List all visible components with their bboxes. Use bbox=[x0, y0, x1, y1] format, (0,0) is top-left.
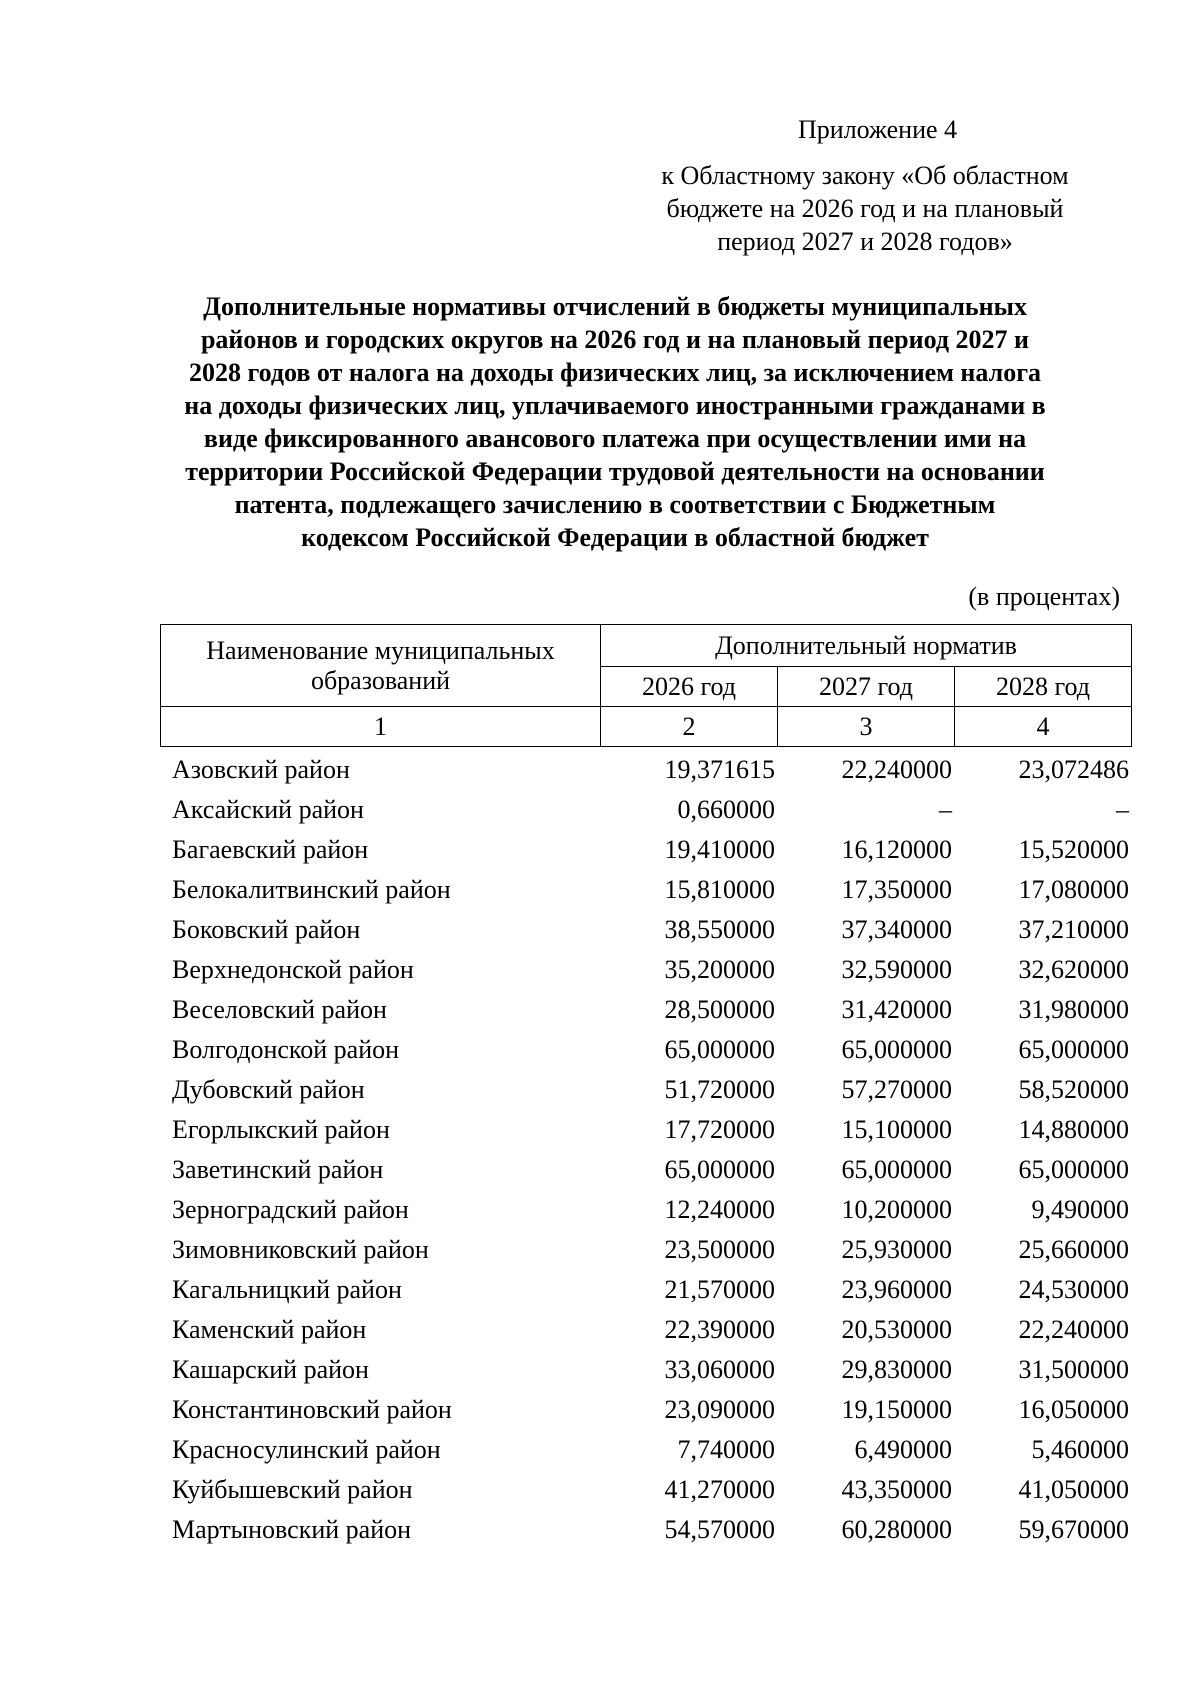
table-row bbox=[160, 1030, 1131, 1070]
normative-group-header: Дополнительный норматив bbox=[601, 625, 1132, 667]
value-2026: 38,550000 bbox=[664, 915, 775, 944]
value-2026: 33,060000 bbox=[664, 1355, 775, 1384]
municipality-name: Константиновский район bbox=[172, 1395, 452, 1424]
value-2026: 19,410000 bbox=[664, 835, 775, 864]
value-2027: 65,000000 bbox=[841, 1035, 952, 1064]
table-row bbox=[160, 1230, 1131, 1270]
table-row bbox=[160, 750, 1131, 790]
table-row bbox=[160, 1510, 1131, 1550]
value-2028: 15,520000 bbox=[1018, 835, 1129, 864]
law-reference-line: период 2027 и 2028 годов» bbox=[717, 227, 1013, 256]
value-2026: 17,720000 bbox=[664, 1115, 775, 1144]
value-2028: 65,000000 bbox=[1018, 1155, 1129, 1184]
table-row bbox=[160, 1350, 1131, 1390]
table-row bbox=[160, 1070, 1131, 1110]
value-2027: 25,930000 bbox=[841, 1235, 952, 1264]
value-2028: 65,000000 bbox=[1018, 1035, 1129, 1064]
value-2026: 21,570000 bbox=[664, 1275, 775, 1304]
value-2027: 60,280000 bbox=[841, 1515, 952, 1544]
value-2028: 58,520000 bbox=[1018, 1075, 1129, 1104]
value-2028: – bbox=[1116, 795, 1129, 824]
municipality-name: Белокалитвинский район bbox=[172, 875, 451, 904]
municipality-name: Кашарский район bbox=[172, 1355, 369, 1384]
year-header-2026: 2026 год bbox=[601, 667, 778, 707]
table-row bbox=[160, 910, 1131, 950]
heading-line: Дополнительные нормативы отчислений в бюджеты муниципальных bbox=[203, 292, 1027, 321]
table-row bbox=[160, 1150, 1131, 1190]
value-2028: 59,670000 bbox=[1018, 1515, 1129, 1544]
value-2027: 57,270000 bbox=[841, 1075, 952, 1104]
value-2028: 23,072486 bbox=[1018, 755, 1129, 784]
municipality-name: Егорлыкский район bbox=[172, 1115, 390, 1144]
municipality-name: Верхнедонской район bbox=[172, 955, 414, 984]
heading-line: патента, подлежащего зачислению в соответствии с Бюджетным bbox=[234, 490, 996, 519]
heading-line: территории Российской Федерации трудовой деятельности на основании bbox=[185, 457, 1045, 486]
value-2027: 17,350000 bbox=[841, 875, 952, 904]
value-2027: 37,340000 bbox=[841, 915, 952, 944]
table-row bbox=[160, 830, 1131, 870]
value-2027: 22,240000 bbox=[841, 755, 952, 784]
table-row bbox=[160, 1270, 1131, 1310]
municipality-name: Куйбышевский район bbox=[172, 1475, 413, 1504]
municipality-name: Багаевский район bbox=[172, 835, 369, 864]
value-2026: 19,371615 bbox=[664, 755, 775, 784]
normatives-table bbox=[160, 750, 1131, 1550]
heading-line: виде фиксированного авансового платежа при осуществлении ими на bbox=[203, 424, 1027, 453]
law-reference-line: бюджете на 2026 год и на плановый bbox=[666, 194, 1064, 223]
appendix-title: Приложение 4 bbox=[798, 115, 958, 144]
table-row bbox=[160, 1110, 1131, 1150]
value-2027: 6,490000 bbox=[854, 1435, 952, 1464]
value-2026: 65,000000 bbox=[664, 1035, 775, 1064]
value-2028: 16,050000 bbox=[1018, 1395, 1129, 1424]
value-2026: 0,660000 bbox=[677, 795, 775, 824]
municipality-name: Веселовский район bbox=[172, 995, 387, 1024]
document-heading bbox=[130, 290, 1100, 554]
table-row bbox=[160, 950, 1131, 990]
value-2028: 37,210000 bbox=[1018, 915, 1129, 944]
municipality-name: Азовский район bbox=[172, 755, 350, 784]
value-2028: 5,460000 bbox=[1031, 1435, 1129, 1464]
table-row bbox=[160, 1390, 1131, 1430]
value-2026: 12,240000 bbox=[664, 1195, 775, 1224]
heading-line: на доходы физических лиц, уплачиваемого иностранными гражданами в bbox=[184, 391, 1046, 420]
value-2028: 24,530000 bbox=[1018, 1275, 1129, 1304]
value-2026: 35,200000 bbox=[664, 955, 775, 984]
value-2026: 51,720000 bbox=[664, 1075, 775, 1104]
value-2028: 31,980000 bbox=[1018, 995, 1129, 1024]
value-2026: 28,500000 bbox=[664, 995, 775, 1024]
units-note: (в процентах) bbox=[968, 582, 1120, 611]
municipality-name: Красносулинский район bbox=[172, 1435, 441, 1464]
value-2027: 31,420000 bbox=[841, 995, 952, 1024]
value-2026: 23,500000 bbox=[664, 1235, 775, 1264]
value-2026: 41,270000 bbox=[664, 1475, 775, 1504]
value-2028: 14,880000 bbox=[1018, 1115, 1129, 1144]
name-column-header: Наименование муниципальных образований bbox=[161, 625, 601, 707]
year-header-2028: 2028 год bbox=[955, 667, 1132, 707]
value-2027: – bbox=[939, 795, 952, 824]
value-2026: 22,390000 bbox=[664, 1315, 775, 1344]
year-header-2027: 2027 год bbox=[778, 667, 955, 707]
table-row bbox=[160, 790, 1131, 830]
value-2028: 32,620000 bbox=[1018, 955, 1129, 984]
table-row bbox=[160, 1190, 1131, 1230]
table-row bbox=[160, 1310, 1131, 1350]
municipality-name: Боковский район bbox=[172, 915, 361, 944]
law-reference bbox=[630, 159, 1100, 258]
value-2027: 16,120000 bbox=[841, 835, 952, 864]
value-2027: 29,830000 bbox=[841, 1355, 952, 1384]
value-2026: 15,810000 bbox=[664, 875, 775, 904]
municipality-name: Мартыновский район bbox=[172, 1515, 412, 1544]
value-2028: 31,500000 bbox=[1018, 1355, 1129, 1384]
value-2028: 17,080000 bbox=[1018, 875, 1129, 904]
value-2027: 65,000000 bbox=[841, 1155, 952, 1184]
heading-line: 2028 годов от налога на доходы физических лиц, за исключением налога bbox=[188, 358, 1042, 387]
heading-line: районов и городских округов на 2026 год и на плановый период 2027 и bbox=[200, 325, 1030, 354]
value-2028: 25,660000 bbox=[1018, 1235, 1129, 1264]
heading-line: кодексом Российской Федерации в областной бюджет bbox=[301, 523, 929, 552]
value-2027: 15,100000 bbox=[841, 1115, 952, 1144]
value-2028: 22,240000 bbox=[1018, 1315, 1129, 1344]
municipality-name: Волгодонской район bbox=[172, 1035, 400, 1064]
table-row bbox=[160, 990, 1131, 1030]
municipality-name: Каменский район bbox=[172, 1315, 367, 1344]
table-row bbox=[160, 1430, 1131, 1470]
table-row bbox=[160, 870, 1131, 910]
municipality-name: Зерноградский район bbox=[172, 1195, 409, 1224]
value-2028: 41,050000 bbox=[1018, 1475, 1129, 1504]
column-number: 1 bbox=[161, 707, 601, 747]
value-2027: 43,350000 bbox=[841, 1475, 952, 1504]
column-number: 2 bbox=[601, 707, 778, 747]
municipality-name: Заветинский район bbox=[172, 1155, 384, 1184]
column-number: 3 bbox=[778, 707, 955, 747]
law-reference-line: к Областному закону «Об областном bbox=[661, 161, 1069, 190]
table-header bbox=[160, 624, 1132, 747]
municipality-name: Зимовниковский район bbox=[172, 1235, 429, 1264]
column-number: 4 bbox=[955, 707, 1132, 747]
value-2026: 65,000000 bbox=[664, 1155, 775, 1184]
table-row bbox=[160, 1470, 1131, 1510]
value-2028: 9,490000 bbox=[1031, 1195, 1129, 1224]
value-2026: 54,570000 bbox=[664, 1515, 775, 1544]
value-2027: 20,530000 bbox=[841, 1315, 952, 1344]
municipality-name: Аксайский район bbox=[172, 795, 364, 824]
value-2026: 7,740000 bbox=[677, 1435, 775, 1464]
municipality-name: Кагальницкий район bbox=[172, 1275, 402, 1304]
value-2026: 23,090000 bbox=[664, 1395, 775, 1424]
value-2027: 10,200000 bbox=[841, 1195, 952, 1224]
municipality-name: Дубовский район bbox=[172, 1075, 365, 1104]
value-2027: 23,960000 bbox=[841, 1275, 952, 1304]
value-2027: 32,590000 bbox=[841, 955, 952, 984]
value-2027: 19,150000 bbox=[841, 1395, 952, 1424]
